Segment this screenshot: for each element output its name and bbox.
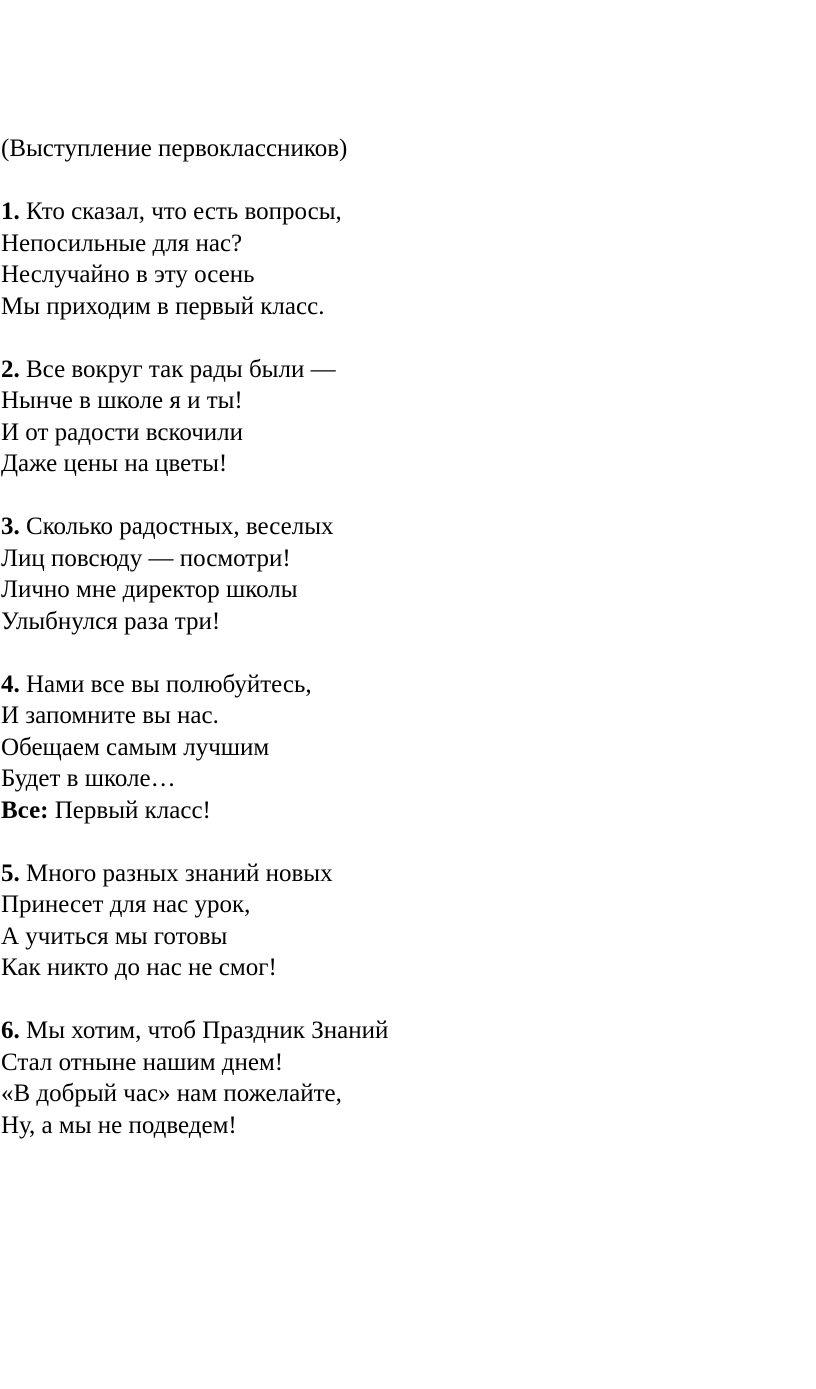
stanza-line: И от радости вскочили [1,418,244,446]
stanza-number: 1. [1,198,20,225]
stanza-line: Будет в школе… [1,765,176,792]
stanza-line-text: Нами все вы полюбуйтесь, [19,670,312,698]
stanza-line-text: Мы хотим, чтоб Праздник Знаний [19,1017,389,1044]
chorus-line [1,795,801,827]
stanza-line: Лиц повсюду — посмотри! [1,544,291,572]
stanza-3 [1,511,801,637]
stanza-line: Мы приходим в первый класс. [1,292,325,320]
stanza-6 [1,1015,801,1141]
stanza-line-text: Кто сказал, что есть вопросы, [19,198,342,225]
stanza-number: 5. [1,859,20,887]
stanza-line-text: Сколько радостных, веселых [19,513,334,540]
stanza-2 [1,354,801,480]
stanza-line: Лично мне директор школы [1,576,298,603]
stanza-line: «В добрый час» нам пожелайте, [1,1080,342,1107]
document-page [1,133,801,1173]
stanza-line-text: Все вокруг так рады были — [19,355,336,383]
stanza-line: Улыбнулся раза три! [1,607,221,635]
stanza-number: 2. [1,355,20,383]
speaker-label: Все: [1,796,49,824]
stanza-line [1,196,801,228]
stanza-line [1,354,801,386]
stanza-number: 4. [1,670,20,698]
stanza-1 [1,196,801,322]
stanza-line [1,669,801,701]
stanza-line: Как никто до нас не смог! [1,954,277,981]
stanza-line [1,511,801,543]
stanza-line [1,1015,801,1047]
stanza-number: 3. [1,513,20,540]
stanza-number: 6. [1,1017,20,1044]
stanza-line [1,858,801,890]
stanza-4 [1,669,801,827]
stanza-line: Непосильные для нас? [1,229,243,257]
stanza-line: Ну, а мы не подведем! [1,1111,237,1139]
stanza-line: Принесет для нас урок, [1,891,251,918]
stanza-line: Обещаем самым лучшим [1,733,270,761]
document-intro: (Выступление первоклассников) [1,135,348,162]
stanza-line: И запомните вы нас. [1,702,219,729]
stanza-5 [1,858,801,984]
stanza-line: Нынче в школе я и ты! [1,387,243,414]
stanza-line: А учиться мы готовы [1,922,228,950]
stanza-line: Даже цены на цветы! [1,450,228,477]
chorus-line-text: Первый класс! [48,796,211,824]
stanza-line: Стал отныне нашим днем! [1,1048,284,1076]
stanza-line-text: Много разных знаний новых [19,859,333,887]
stanza-line: Неслучайно в эту осень [1,261,255,288]
